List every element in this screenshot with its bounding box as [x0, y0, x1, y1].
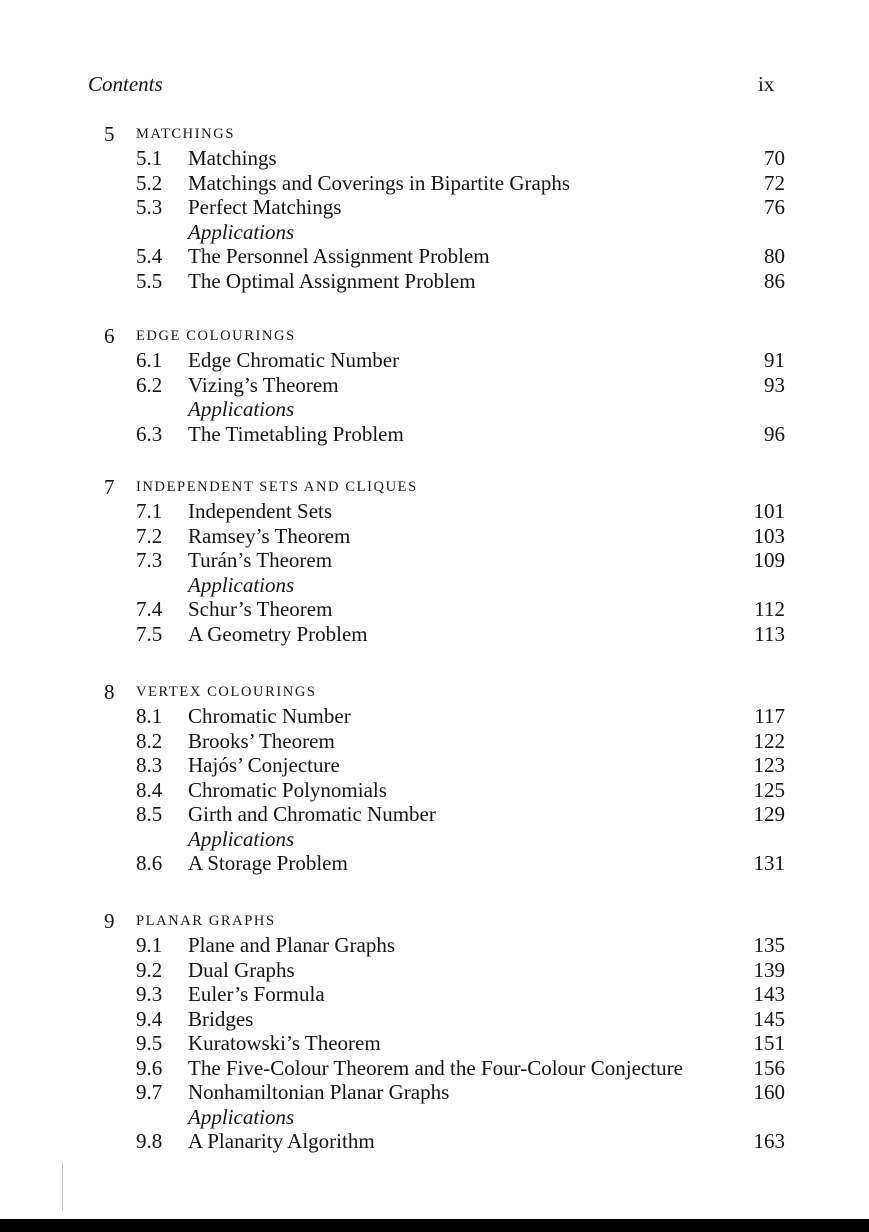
section-page-number: 123: [753, 753, 785, 777]
section-page-number: 125: [753, 777, 785, 802]
section-number: 9.1: [136, 933, 163, 957]
section-title: Matchings and Coverings in Bipartite Graphs: [188, 170, 571, 195]
section-number: 7.1: [136, 499, 163, 523]
section-number: 9.7: [136, 1080, 163, 1104]
section-page-number: 163: [753, 1129, 785, 1153]
chapter-number: 8: [104, 680, 115, 704]
section-page-number: 103: [753, 523, 785, 548]
section-number: 5.2: [136, 170, 163, 195]
applications-label: Applications: [188, 219, 295, 244]
section-title: Matchings: [188, 146, 277, 170]
dot-leader: [403, 933, 730, 957]
section-title: Ramsey’s Theorem: [188, 523, 351, 548]
chapter-title: PLANAR GRAPHS: [136, 913, 276, 929]
section-page-number: 122: [753, 728, 785, 753]
section-page-number: 109: [753, 548, 785, 572]
section-number: 5.3: [136, 195, 163, 219]
section-title: The Timetabling Problem: [188, 421, 404, 446]
section-title: The Personnel Assignment Problem: [188, 244, 490, 268]
section-page-number: 160: [753, 1080, 785, 1104]
section-title: Dual Graphs: [188, 957, 295, 982]
section-title: Girth and Chromatic Number: [188, 802, 436, 826]
section-number: 8.4: [136, 777, 163, 802]
section-page-number: 117: [754, 704, 785, 728]
section-number: 6.2: [136, 372, 163, 397]
dot-leader: [333, 982, 730, 1006]
applications-label: Applications: [188, 826, 295, 851]
section-title: A Geometry Problem: [188, 621, 368, 646]
section-page-number: 131: [753, 851, 785, 875]
section-number: 8.2: [136, 728, 163, 753]
dot-leader: [444, 802, 730, 826]
section-title: Chromatic Number: [188, 704, 351, 728]
section-page-number: 145: [753, 1006, 785, 1031]
section-title: Schur’s Theorem: [188, 597, 333, 621]
section-number: 7.2: [136, 523, 163, 548]
dot-leader: [340, 548, 730, 572]
section-title: A Storage Problem: [188, 851, 348, 875]
dot-leader: [484, 269, 730, 293]
section-title: Vizing’s Theorem: [188, 372, 339, 397]
dot-leader: [261, 1007, 730, 1031]
section-number: 7.3: [136, 548, 163, 572]
section-page-number: 96: [764, 421, 785, 446]
section-page-number: 112: [754, 597, 785, 621]
section-number: 9.3: [136, 982, 163, 1006]
dot-leader: [359, 704, 730, 728]
chapter-number: 9: [104, 909, 115, 933]
section-page-number: 135: [753, 933, 785, 957]
section-number: 5.1: [136, 146, 163, 170]
section-title: Independent Sets: [188, 499, 333, 523]
section-page-number: 91: [764, 348, 785, 372]
section-number: 8.5: [136, 802, 163, 826]
applications-label: Applications: [188, 572, 295, 597]
dot-leader: [340, 597, 730, 621]
section-page-number: 70: [764, 146, 785, 170]
section-title: A Planarity Algorithm: [188, 1129, 375, 1153]
dot-leader: [356, 851, 730, 875]
chapter-number: 6: [104, 324, 115, 348]
chapter-title: VERTEX COLOURINGS: [136, 684, 317, 700]
chapter-title: INDEPENDENT SETS AND CLIQUES: [136, 479, 418, 495]
section-number: 9.5: [136, 1031, 163, 1055]
dot-leader: [340, 499, 730, 523]
dot-leader: [349, 195, 730, 219]
chapter-title: MATCHINGS: [136, 126, 235, 142]
section-page-number: 76: [764, 195, 785, 219]
dot-leader: [407, 348, 730, 372]
section-number: 6.3: [136, 421, 163, 446]
section-title: Hajós’ Conjecture: [188, 753, 340, 777]
section-number: 8.1: [136, 704, 163, 728]
section-number: 9.2: [136, 957, 163, 982]
section-number: 9.4: [136, 1006, 163, 1031]
section-number: 7.4: [136, 597, 163, 621]
section-title: Turán’s Theorem: [188, 548, 333, 572]
section-number: 9.6: [136, 1055, 163, 1080]
section-page-number: 113: [754, 621, 785, 646]
section-page-number: 143: [753, 982, 785, 1006]
section-number: 8.6: [136, 851, 163, 875]
section-number: 9.8: [136, 1129, 163, 1153]
section-title: Kuratowski’s Theorem: [188, 1031, 381, 1055]
chapter-title: EDGE COLOURINGS: [136, 328, 296, 344]
section-title: Edge Chromatic Number: [188, 348, 400, 372]
section-title: The Optimal Assignment Problem: [188, 268, 476, 293]
scan-edge-line: [62, 1163, 63, 1211]
applications-label: Applications: [188, 1104, 295, 1129]
dot-leader: [383, 1129, 730, 1153]
dot-leader: [412, 422, 730, 446]
section-page-number: 80: [764, 244, 785, 268]
section-title: Euler’s Formula: [188, 982, 325, 1006]
running-header-page-number: ix: [758, 72, 775, 96]
section-number: 7.5: [136, 621, 163, 646]
dot-leader: [389, 1031, 730, 1055]
section-title: Plane and Planar Graphs: [188, 933, 396, 957]
section-number: 8.3: [136, 753, 163, 777]
section-number: 6.1: [136, 348, 163, 372]
section-page-number: 156: [753, 1055, 785, 1080]
dot-leader: [498, 244, 730, 268]
section-page-number: 129: [753, 802, 785, 826]
dot-leader: [348, 753, 730, 777]
section-page-number: 93: [764, 372, 785, 397]
dot-leader: [285, 146, 730, 170]
section-number: 5.4: [136, 244, 163, 268]
section-page-number: 72: [764, 170, 785, 195]
dot-leader: [358, 524, 730, 548]
applications-label: Applications: [188, 397, 295, 421]
dot-leader: [347, 373, 730, 397]
dot-leader: [578, 171, 730, 195]
section-title: Perfect Matchings: [188, 195, 342, 219]
section-number: 5.5: [136, 268, 163, 293]
section-page-number: 151: [753, 1031, 785, 1055]
section-title: Nonhamiltonian Planar Graphs: [188, 1080, 450, 1104]
section-page-number: 86: [764, 268, 785, 293]
section-page-number: 101: [753, 499, 785, 523]
dot-leader: [303, 958, 730, 982]
chapter-number: 7: [104, 475, 115, 499]
dot-leader: [457, 1080, 730, 1104]
section-title: The Five-Colour Theorem and the Four-Colour Conjecture: [188, 1055, 683, 1080]
section-title: Brooks’ Theorem: [188, 728, 335, 753]
section-page-number: 139: [753, 957, 785, 982]
chapter-number: 5: [104, 122, 115, 146]
section-title: Chromatic Polynomials: [188, 777, 387, 802]
dot-leader: [376, 622, 730, 646]
scan-bottom-border: [0, 1219, 869, 1232]
section-title: Bridges: [188, 1006, 254, 1031]
running-header-title: Contents: [88, 72, 163, 96]
dot-leader: [343, 729, 730, 753]
